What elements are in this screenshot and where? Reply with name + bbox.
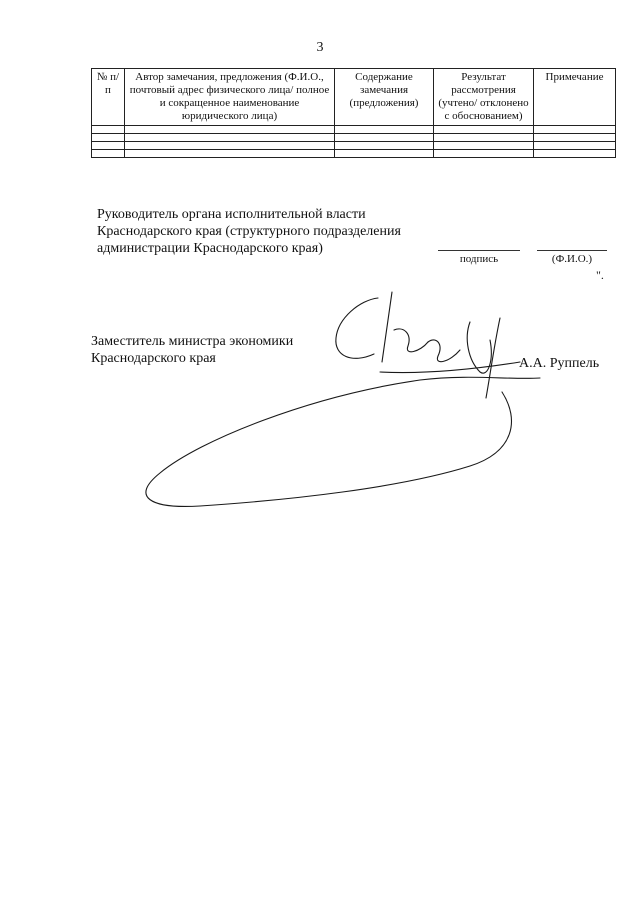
table-header-row [92, 69, 616, 126]
table-row [92, 150, 616, 158]
closing-quote: ". [596, 268, 604, 282]
table-row [92, 126, 616, 134]
header-content: Содержание замечания (предложения) [335, 69, 434, 126]
name-line [537, 250, 607, 251]
header-number: № п/п [92, 69, 125, 126]
table-row [92, 134, 616, 142]
deputy-name: А.А. Руппель [519, 356, 600, 371]
deputy-title: Заместитель министра экономики Краснодарского края [91, 334, 294, 366]
table-row [92, 142, 616, 150]
head-signature-text: Руководитель органа исполнительной власти Краснодарского края (структурного подразделения администрации Краснодарского края) [97, 207, 401, 256]
page-number: 3 [316, 40, 324, 55]
signature-line [438, 250, 520, 251]
signature-caption: подпись [459, 253, 499, 265]
header-author: Автор замечания, предложения (Ф.И.О., почтовый адрес физического лица/ полное и сокращенное наименование юридического лица) [125, 69, 335, 126]
header-note: Примечание [534, 69, 616, 126]
name-caption: (Ф.И.О.) [551, 253, 593, 265]
header-result: Результат рассмотрения (учтено/ отклонено с обоснованием) [434, 69, 534, 126]
remarks-table [91, 68, 616, 158]
